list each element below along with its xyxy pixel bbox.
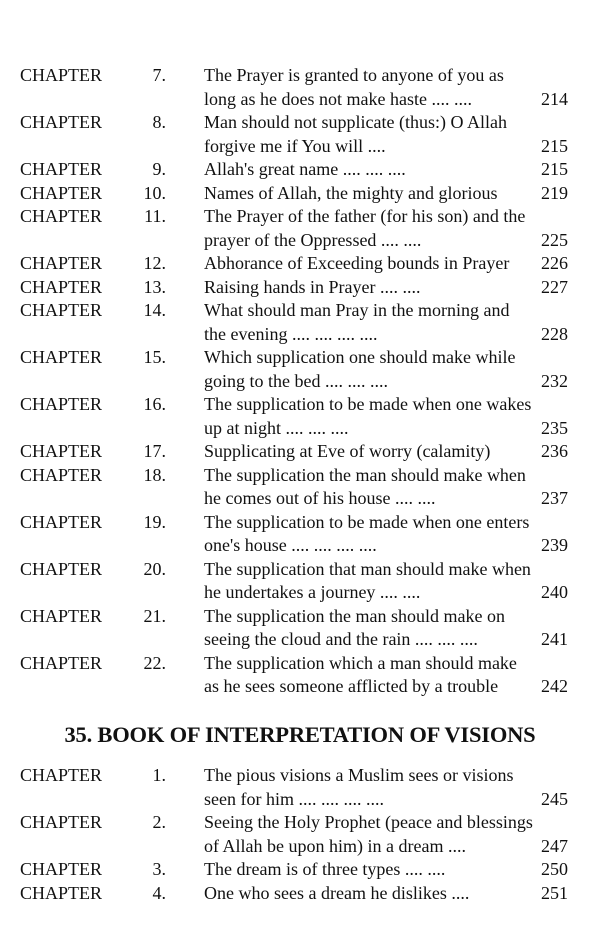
chapter-title: The Prayer of the father (for his son) and the prayer of the Oppressed .... .... [204,206,526,250]
toc-entry [0,346,600,393]
toc-entry [0,440,600,464]
toc-entry [0,652,600,699]
chapter-title: Supplicating at Eve of worry (calamity) [204,441,491,461]
chapter-number: 4. [152,882,166,903]
page-number: 245 [541,788,568,809]
toc-entry [0,882,600,906]
toc-entry [0,299,600,346]
chapter-title: Seeing the Holy Prophet (peace and blessings of Allah be upon him) in a dream .... [204,812,533,856]
chapter-label: CHAPTER [20,159,103,179]
page-number: 241 [541,629,568,649]
chapter-number: 13. [143,276,166,297]
chapter-number: 11. [144,206,166,226]
chapter-title: The pious visions a Muslim sees or visions seen for him .... .... .... .... [204,765,514,809]
chapter-label: CHAPTER [20,765,103,785]
chapter-number: 17. [143,441,166,461]
page-number: 235 [541,417,568,438]
page-number: 232 [541,370,568,391]
chapter-number: 3. [152,859,166,879]
chapter-title: The supplication to be made when one enters one's house .... .... .... .... [204,511,530,555]
page-number: 226 [541,253,568,273]
toc-entry [0,111,600,158]
page-number: 242 [541,676,568,696]
chapter-number: 9. [152,159,166,179]
chapter-number: 19. [143,511,166,532]
chapter-label: CHAPTER [20,182,103,203]
chapter-title: One who sees a dream he dislikes .... [204,882,470,903]
page-number: 219 [541,182,568,203]
chapter-number: 1. [152,765,166,785]
chapter-label: CHAPTER [20,65,103,85]
chapter-title: The supplication which a man should make as he sees someone afflicted by a trouble [204,652,517,696]
toc-entry [0,464,600,511]
chapter-label: CHAPTER [20,253,103,273]
page-number: 215 [541,135,568,156]
chapter-label: CHAPTER [20,394,103,414]
page-number: 236 [541,441,568,461]
toc-entry [0,205,600,252]
page-number: 227 [541,276,568,297]
chapter-label: CHAPTER [20,812,103,832]
chapter-label: CHAPTER [20,558,103,579]
toc-section-2 [0,764,600,905]
chapter-label: CHAPTER [20,112,103,132]
page-number: 239 [541,535,568,555]
chapter-label: CHAPTER [20,464,103,485]
toc-entry [0,252,600,276]
toc-entry [0,858,600,882]
chapter-title: Names of Allah, the mighty and glorious [204,182,498,203]
chapter-number: 16. [143,394,166,414]
chapter-number: 8. [152,112,166,132]
chapter-number: 10. [143,182,166,203]
chapter-number: 22. [143,652,166,673]
chapter-number: 18. [143,464,166,485]
chapter-title: Which supplication one should make while going to the bed .... .... .... [204,347,516,391]
chapter-title: The supplication the man should make on seeing the cloud and the rain .... .... .... [204,605,505,649]
chapter-number: 2. [152,812,166,832]
chapter-title: Raising hands in Prayer .... .... [204,276,421,297]
chapter-label: CHAPTER [20,276,103,297]
chapter-number: 7. [152,65,166,85]
toc-entry [0,276,600,300]
chapter-number: 12. [143,253,166,273]
chapter-number: 20. [143,558,166,579]
toc-entry [0,158,600,182]
page-number: 240 [541,582,568,602]
page-number: 214 [541,88,568,109]
toc-section-1 [0,64,600,699]
chapter-title: The Prayer is granted to anyone of you as long as he does not make haste .... .... [204,65,504,109]
chapter-title: Man should not supplicate (thus:) O Allah forgive me if You will .... [204,112,507,156]
toc-entry [0,511,600,558]
chapter-title: The supplication to be made when one wakes up at night .... .... .... [204,394,532,438]
toc-entry [0,64,600,111]
chapter-title: Allah's great name .... .... .... [204,159,406,179]
chapter-title: What should man Pray in the morning and the evening .... .... .... .... [204,300,510,344]
chapter-label: CHAPTER [20,882,103,903]
chapter-label: CHAPTER [20,652,103,673]
chapter-title: The supplication the man should make when he comes out of his house .... .... [204,464,526,508]
page-number: 251 [541,882,568,903]
chapter-label: CHAPTER [20,441,103,461]
toc-entry [0,811,600,858]
chapter-label: CHAPTER [20,511,103,532]
chapter-number: 21. [143,605,166,626]
chapter-number: 15. [143,347,166,367]
toc-entry [0,764,600,811]
toc-entry [0,558,600,605]
page-number: 225 [541,229,568,250]
chapter-title: The supplication that man should make when he undertakes a journey .... .... [204,558,531,602]
page-number: 237 [541,488,568,508]
chapter-title: The dream is of three types .... .... [204,859,446,879]
page-number: 247 [541,835,568,856]
page-number: 215 [541,159,568,179]
chapter-label: CHAPTER [20,859,103,879]
chapter-label: CHAPTER [20,605,103,626]
toc-entry [0,393,600,440]
toc-entry [0,182,600,206]
chapter-label: CHAPTER [20,347,103,367]
chapter-label: CHAPTER [20,206,103,226]
chapter-label: CHAPTER [20,300,103,320]
chapter-number: 14. [143,300,166,320]
toc-entry [0,605,600,652]
section-heading: 35. BOOK OF INTERPRETATION OF VISIONS [64,722,536,747]
page-number: 228 [541,323,568,344]
chapter-title: Abhorance of Exceeding bounds in Prayer [204,253,510,273]
page-number: 250 [541,859,568,879]
